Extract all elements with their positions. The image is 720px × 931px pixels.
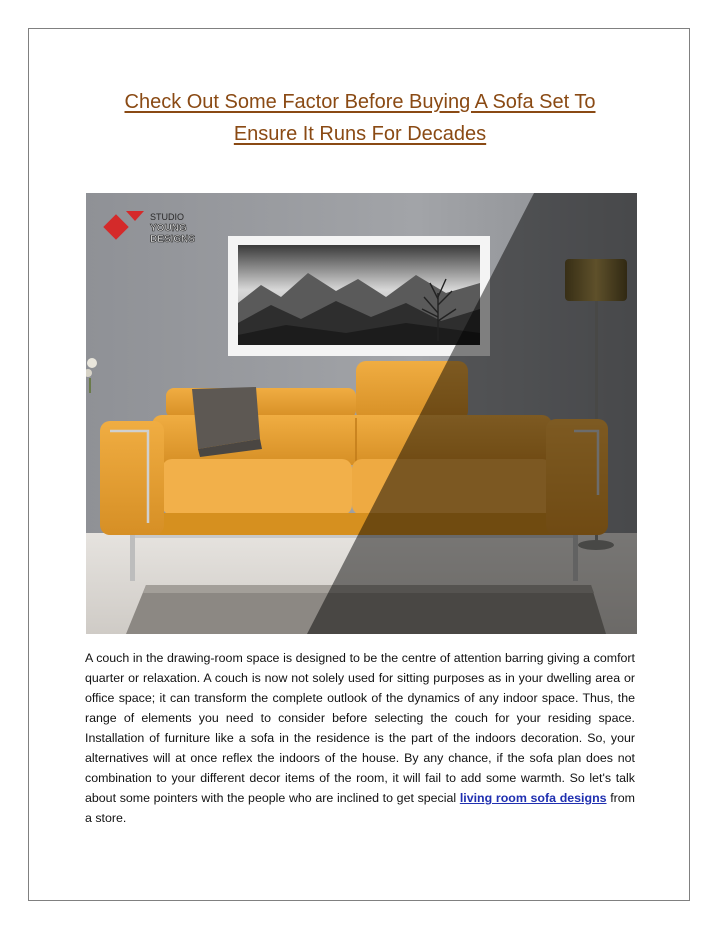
body-text-before-link: A couch in the drawing-room space is designed to be the centre of attention barring giving a comfort quarter or relaxation. A couch is now not solely used for sitting purposes as in your dwelling area or office space; it can transform the complete outlook of the dynamics of any indoor space. Thus, the range of elements you need to consider before selecting the couch for your residing space. Installation of furniture like a sofa in the residence is the part of the indoors decoration. So, your alternatives will at once reflex the indoors of the house. By any chance, if the sofa plan does not combination to your different decor items of the room, it will fail to add some warmth. So let's talk about some pointers with the people who are inclined to get special bbox=[85, 651, 635, 805]
body-paragraph bbox=[85, 648, 635, 828]
document-title bbox=[60, 86, 660, 150]
logo-text-young: YOUNG bbox=[150, 223, 187, 234]
logo-text-studio: STUDIO bbox=[150, 212, 185, 222]
title-line-1: Check Out Some Factor Before Buying A Sofa Set To bbox=[124, 91, 596, 113]
wall-picture bbox=[228, 236, 490, 356]
living-room-sofa-designs-link[interactable]: living room sofa designs bbox=[459, 791, 607, 805]
logo-text-designs: DESIGNS bbox=[150, 234, 196, 245]
title-line-2: Ensure It Runs For Decades bbox=[233, 123, 487, 145]
hero-image bbox=[86, 193, 637, 634]
body-text-after-link: from a store. bbox=[85, 791, 635, 825]
